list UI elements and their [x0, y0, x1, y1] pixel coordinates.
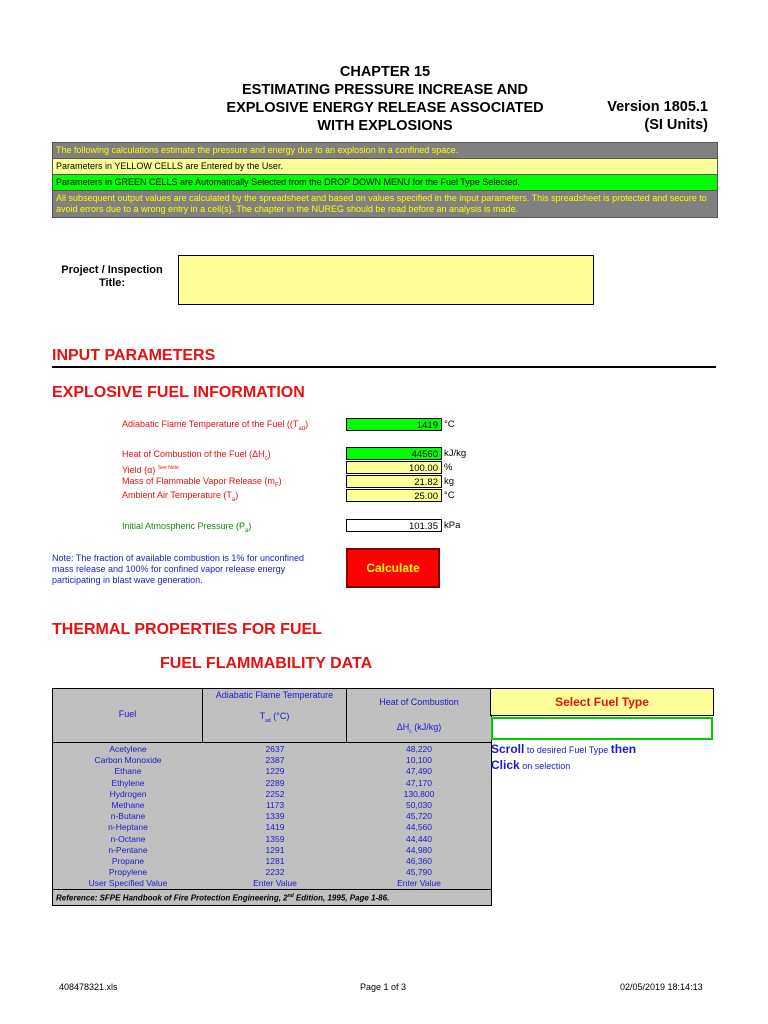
project-label-line: Title: — [98, 277, 126, 289]
fuel-type-dropdown[interactable] — [491, 717, 713, 740]
table-row — [53, 822, 491, 833]
footer-page: Page 1 of 3 — [360, 982, 407, 992]
label-text: Adiabatic Flame Temperature of the Fuel ((T — [122, 419, 299, 429]
pressure-unit: kPa — [444, 520, 461, 531]
banner-protection-note: All subsequent output values are calculated by the spreadsheet and based on values specified in the input parameters. This spreadsheet is protected and secure to avoid errors due to a wrong entry in a cell(s). The chapter in the NUREG should be read before an analysis is made. — [53, 191, 717, 217]
label-tail: ) — [305, 419, 309, 429]
flame-temp-cell: 2637 — [265, 744, 285, 754]
project-label — [56, 264, 168, 290]
label-text: Mass of Flammable Vapor Release (m — [122, 476, 275, 486]
banner-yellow-note: Parameters in YELLOW CELLS are Entered by the User. — [53, 159, 717, 175]
sym-sub: c — [409, 728, 412, 735]
yield-input[interactable]: 100.00 — [346, 461, 442, 474]
sym-sub: ad — [265, 717, 271, 724]
calculate-button[interactable]: Calculate — [346, 548, 440, 588]
flame-temp-cell: 1173 — [265, 799, 285, 810]
table-header — [53, 689, 491, 743]
flame-temp-cell: 1339 — [265, 811, 285, 822]
col-heat-comb-symbol — [347, 722, 491, 738]
fuel-name-cell: n-Heptane — [108, 822, 148, 833]
table-row — [53, 867, 491, 878]
flame-temp-cell: 2232 — [265, 867, 285, 878]
fuel-name-cell: Methane — [111, 799, 145, 810]
chapter-number: CHAPTER 15 — [339, 64, 431, 80]
heat-comb-cell: 44,440 — [406, 833, 432, 844]
hint-text: on selection — [519, 761, 571, 771]
pressure-field: 101.35 — [346, 519, 442, 532]
chapter-title — [180, 63, 590, 135]
pressure-label — [122, 521, 251, 537]
select-fuel-title: Select Fuel Type — [490, 688, 714, 716]
table-row — [53, 789, 491, 800]
flame-temp-label — [122, 419, 308, 435]
see-note-sup: See Note — [157, 465, 179, 471]
table-row — [53, 811, 491, 822]
table-row — [53, 744, 491, 755]
fuel-name-cell: n-Octane — [110, 833, 146, 844]
table-row — [53, 766, 491, 777]
mass-input[interactable]: 21.82 — [346, 475, 442, 488]
label-sub: c — [264, 455, 268, 462]
heat-comb-cell: 130,800 — [403, 788, 435, 799]
col-flame-temp-title: Adiabatic Flame Temperature — [215, 690, 334, 700]
col-flame-temp — [203, 689, 347, 742]
flame-temp-cell: 2289 — [265, 777, 285, 788]
label-tail: ) — [278, 476, 282, 486]
col-flame-temp-symbol — [203, 711, 346, 727]
sym-text: T — [259, 711, 266, 721]
table-row — [53, 755, 491, 766]
fuel-name-cell: Ethane — [114, 766, 142, 777]
flame-temp-cell: 1291 — [265, 844, 285, 855]
heat-comb-cell: 47,170 — [406, 777, 432, 788]
label-tail: ) — [267, 449, 271, 459]
sym-text: ΔH — [396, 722, 410, 732]
label-text: Initial Atmospheric Pressure (P — [122, 521, 246, 531]
heat-comb-cell: 45,790 — [406, 867, 432, 878]
banner-green-note: Parameters in GREEN CELLS are Automatically Selected from the DROP DOWN MENU for the Fuel Type Selected. — [53, 175, 717, 191]
flame-temp-cell: 1419 — [265, 822, 285, 833]
version-block — [580, 98, 708, 134]
label-text: Yield (α) — [122, 465, 156, 475]
table-row — [53, 856, 491, 867]
section-divider — [52, 366, 716, 368]
label-tail: ) — [248, 521, 252, 531]
fuel-name-cell: n-Butane — [110, 811, 146, 822]
fuel-name-cell: Carbon Monoxide — [94, 755, 162, 766]
footer-timestamp: 02/05/2019 18:14:13 — [620, 982, 703, 992]
heat-comb-cell: Enter Value — [397, 878, 441, 889]
label-sub: a — [245, 527, 249, 534]
label-text: Ambient Air Temperature (T — [122, 490, 232, 500]
units-label: (SI Units) — [644, 117, 708, 133]
col-fuel: Fuel — [53, 689, 203, 742]
label-sub: ad — [298, 425, 306, 432]
heat-comb-cell: 50,030 — [406, 799, 432, 810]
heat-comb-cell: 48,220 — [406, 744, 432, 754]
fuel-name-cell: Hydrogen — [109, 788, 147, 799]
fuel-name-cell: n-Pentane — [108, 844, 148, 855]
table-row — [53, 800, 491, 811]
hint-scroll: Scroll — [491, 742, 525, 756]
combustion-note: Note: The fraction of available combustion is 1% for unconfined mass release and 100% for confined vapor release energy participating in blast wave generation. — [52, 553, 304, 585]
sym-unit: (kJ/kg) — [414, 722, 442, 732]
table-row — [53, 778, 491, 789]
flame-temp-cell: Enter Value — [253, 878, 297, 889]
flame-temp-cell: 2387 — [265, 755, 285, 766]
ambient-unit: °C — [444, 490, 455, 501]
info-banner — [52, 142, 718, 218]
flammability-heading: FUEL FLAMMABILITY DATA — [160, 655, 373, 672]
footer-filename: 408478321.xls — [59, 982, 118, 992]
fuel-name-cell: Propane — [111, 855, 145, 866]
table-row — [53, 845, 491, 856]
project-title-input[interactable] — [178, 255, 594, 305]
col-heat-comb — [347, 689, 491, 742]
table-body — [53, 743, 491, 889]
title-line: WITH EXPLOSIONS — [317, 118, 453, 134]
fuel-name-cell: Propylene — [108, 867, 148, 878]
table-reference — [53, 889, 491, 905]
fuel-data-table — [52, 688, 492, 906]
sym-unit: (°C) — [273, 711, 290, 721]
heat-comb-cell: 44,980 — [406, 844, 432, 855]
label-sub: a — [231, 496, 236, 503]
col-heat-comb-title: Heat of Combustion — [379, 697, 459, 707]
scroll-hint — [491, 742, 711, 774]
heat-comb-cell: 45,720 — [406, 811, 432, 822]
table-row — [53, 878, 491, 889]
heat-comb-unit: kJ/kg — [444, 448, 467, 459]
table-row — [53, 834, 491, 845]
flame-temp-cell: 1229 — [265, 766, 285, 777]
ref-sup: nd — [287, 893, 294, 900]
version-label: Version 1805.1 — [607, 99, 708, 115]
fuel-name-cell: Ethylene — [111, 777, 145, 788]
heat-comb-cell: 44,560 — [406, 822, 432, 833]
input-parameters-heading: INPUT PARAMETERS — [52, 347, 216, 364]
title-line: EXPLOSIVE ENERGY RELEASE ASSOCIATED — [226, 100, 544, 116]
yield-label — [122, 463, 179, 476]
heat-comb-cell: 46,360 — [406, 855, 432, 866]
mass-unit: kg — [444, 476, 455, 487]
title-line: ESTIMATING PRESSURE INCREASE AND — [242, 82, 528, 98]
hint-text: to desired Fuel Type — [524, 745, 611, 755]
ref-text: Edition, 1995, Page 1-86. — [293, 894, 390, 904]
label-tail: ) — [235, 490, 239, 500]
project-label-line: Project / Inspection — [61, 264, 163, 276]
ref-text: Reference: SFPE Handbook of Fire Protection Engineering, 2 — [56, 894, 288, 904]
ambient-label — [122, 490, 238, 506]
fuel-name-cell: Acetylene — [109, 744, 147, 754]
thermal-props-heading: THERMAL PROPERTIES FOR FUEL — [52, 621, 322, 638]
heat-comb-field: 44560 — [346, 447, 442, 460]
fuel-name-cell: User Specified Value — [88, 878, 168, 889]
heat-comb-cell: 10,100 — [406, 755, 432, 766]
yield-unit: % — [444, 462, 453, 473]
explosive-fuel-heading: EXPLOSIVE FUEL INFORMATION — [52, 384, 305, 401]
banner-intro: The following calculations estimate the pressure and energy due to an explosion in a confined space. — [53, 143, 717, 159]
label-sub: F — [274, 482, 279, 489]
flame-temp-cell: 2252 — [265, 788, 285, 799]
label-text: Heat of Combustion of the Fuel (ΔH — [122, 449, 265, 459]
flame-temp-cell: 1359 — [265, 833, 285, 844]
flame-temp-field: 1419 — [346, 418, 442, 431]
hint-then: then — [610, 742, 637, 756]
hint-click: Click — [491, 758, 520, 772]
heat-comb-cell: 47,490 — [406, 766, 432, 777]
flame-temp-cell: 1281 — [265, 855, 285, 866]
flame-temp-unit: °C — [444, 419, 455, 430]
ambient-input[interactable]: 25.00 — [346, 489, 442, 502]
